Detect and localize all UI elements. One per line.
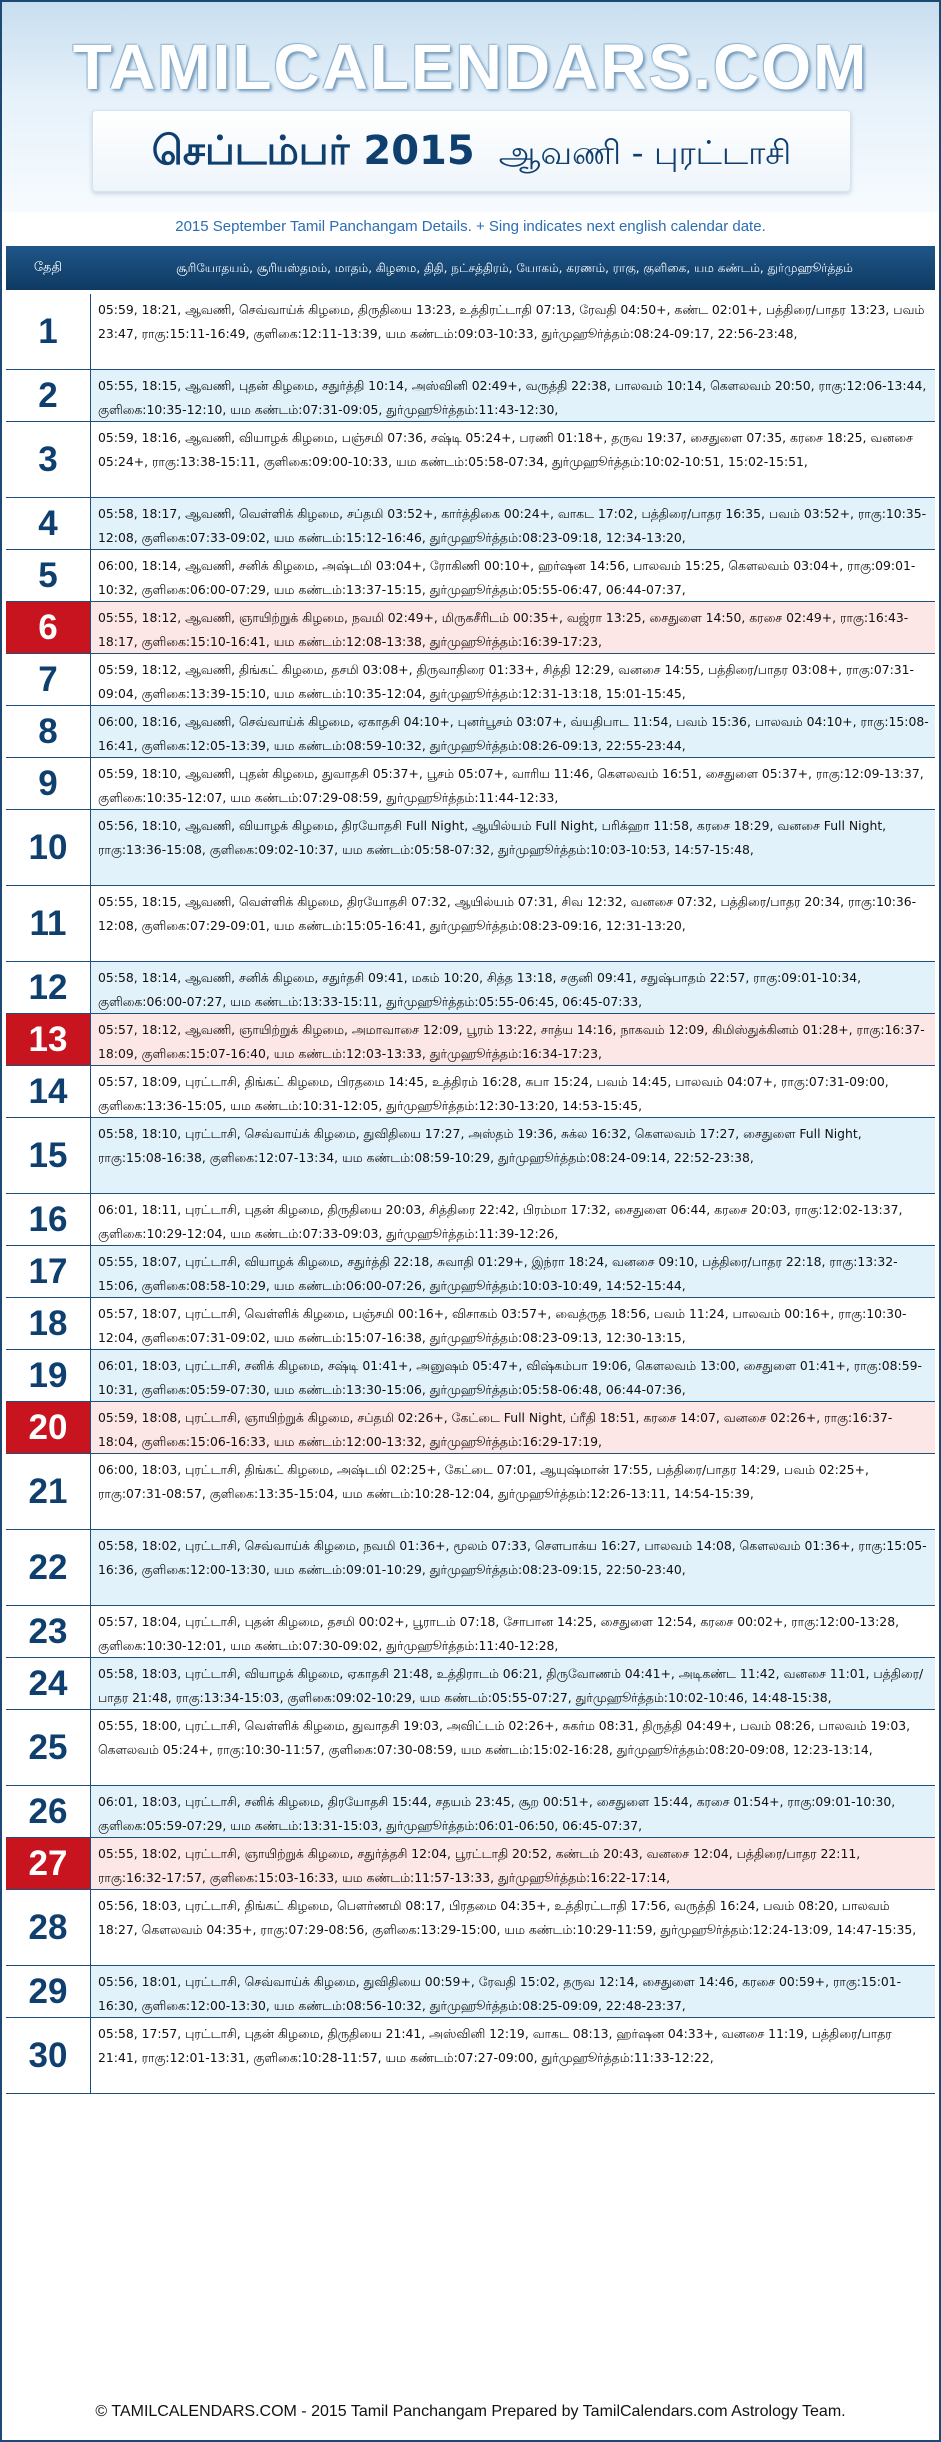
footer-copyright: © TAMILCALENDARS.COM - 2015 Tamil Panchangam Prepared by TamilCalendars.com Astrology Team. xyxy=(95,2403,846,2420)
page-caption: 2015 September Tamil Panchangam Details. + Sing indicates next english calendar date. xyxy=(175,218,766,235)
day-number: 17 xyxy=(6,1246,91,1297)
day-row xyxy=(6,1530,935,1606)
table-header xyxy=(6,246,935,290)
day-panchangam-details: 05:57, 18:07, புரட்டாசி, வெள்ளிக் கிழமை, பஞ்சமி 00:16+, விசாகம் 03:57+, வைத்ருத 18:56, பவம் 11:24, பாலவம் 00:16+, ராகு:10:30-12:04, குளிகை:07:31-09:02, யம கண்டம்:15:07-16:38, துர்முஹூர்த்தம்:08:23-09:13, 12:30-13:15, xyxy=(91,1298,935,1349)
day-panchangam-details: 05:55, 18:02, புரட்டாசி, ஞாயிற்றுக் கிழமை, சதுர்த்தசி 12:04, பூரட்டாதி 20:52, கண்டம் 20:43, வனசை 12:04, பத்திரை/பாதர 22:11, ராகு:16:32-17:57, குளிகை:15:03-16:33, யம கண்டம்:11:57-13:33, துர்முஹூர்த்தம்:16:22-17:14, xyxy=(91,1838,935,1889)
day-number: 6 xyxy=(6,602,91,653)
day-rows xyxy=(6,294,935,2094)
day-row xyxy=(6,886,935,962)
header-date: தேதி xyxy=(33,260,63,275)
day-number: 24 xyxy=(6,1658,91,1709)
day-number: 13 xyxy=(6,1014,91,1065)
day-row xyxy=(6,706,935,758)
day-row xyxy=(6,1246,935,1298)
day-panchangam-details: 05:57, 18:09, புரட்டாசி, திங்கட் கிழமை, பிரதமை 14:45, உத்திரம் 16:28, சுபா 15:24, பவம் 14:45, பாலவம் 04:07+, ராகு:07:31-09:00, குளிகை:13:36-15:05, யம கண்டம்:10:31-12:05, துர்முஹூர்த்தம்:12:30-13:20, 14:53-15:45, xyxy=(91,1066,935,1117)
day-number: 15 xyxy=(6,1118,91,1193)
day-row xyxy=(6,810,935,886)
day-panchangam-details: 06:00, 18:03, புரட்டாசி, திங்கட் கிழமை, அஷ்டமி 02:25+, கேட்டை 07:01, ஆயுஷ்மான் 17:55, பத்திரை/பாதர 14:29, பவம் 02:25+, ராகு:07:31-08:57, குளிகை:13:35-15:04, யம கண்டம்:10:28-12:04, துர்முஹூர்த்தம்:12:26-13:11, 14:54-15:39, xyxy=(91,1454,935,1529)
day-panchangam-details: 05:56, 18:10, ஆவணி, வியாழக் கிழமை, திரயோதசி Full Night, ஆயில்யம் Full Night, பரிக்ஹா 11:58, கரசை 18:29, வனசை Full Night, ராகு:13:36-15:08, குளிகை:09:02-10:37, யம கண்டம்:05:58-07:32, துர்முஹூர்த்தம்:10:03-10:53, 14:57-15:48, xyxy=(91,810,935,885)
day-number: 1 xyxy=(6,294,91,369)
day-number: 3 xyxy=(6,422,91,497)
day-panchangam-details: 05:59, 18:16, ஆவணி, வியாழக் கிழமை, பஞ்சமி 07:36, சஷ்டி 05:24+, பரணி 01:18+, தருவ 19:37, சைதுளை 07:35, கரசை 18:25, வனசை 05:24+, ராகு:13:38-15:11, குளிகை:09:00-10:33, யம கண்டம்:05:58-07:34, துர்முஹூர்த்தம்:10:02-10:51, 15:02-15:51, xyxy=(91,422,935,497)
day-row xyxy=(6,1658,935,1710)
day-row xyxy=(6,654,935,706)
day-number: 9 xyxy=(6,758,91,809)
day-panchangam-details: 05:59, 18:21, ஆவணி, செவ்வாய்க் கிழமை, திருதியை 13:23, உத்திரட்டாதி 07:13, ரேவதி 04:50+, கண்ட 02:01+, பத்திரை/பாதர 13:23, பவம் 23:47, ராகு:15:11-16:49, குளிகை:12:11-13:39, யம கண்டம்:09:03-10:33, துர்முஹூர்த்தம்:08:24-09:17, 22:56-23:48, xyxy=(91,294,935,369)
day-row xyxy=(6,422,935,498)
title-bar xyxy=(92,110,851,192)
day-panchangam-details: 05:58, 18:03, புரட்டாசி, வியாழக் கிழமை, ஏகாதசி 21:48, உத்திராடம் 06:21, திருவோணம் 04:41+, அடிகண்ட 11:42, வனசை 11:01, பத்திரை/பாதர 21:48, ராகு:13:34-15:03, குளிகை:09:02-10:29, யம கண்டம்:05:55-07:27, துர்முஹூர்த்தம்:10:02-10:46, 14:48-15:38, xyxy=(91,1658,935,1709)
day-number: 10 xyxy=(6,810,91,885)
day-row xyxy=(6,550,935,602)
day-number: 8 xyxy=(6,706,91,757)
day-row xyxy=(6,498,935,550)
day-number: 26 xyxy=(6,1786,91,1837)
day-row xyxy=(6,1014,935,1066)
day-panchangam-details: 05:56, 18:01, புரட்டாசி, செவ்வாய்க் கிழமை, துவிதியை 00:59+, ரேவதி 15:02, தருவ 12:14, சைதுளை 14:46, கரசை 00:59+, ராகு:15:01-16:30, குளிகை:12:00-13:30, யம கண்டம்:08:56-10:32, துர்முஹூர்த்தம்:08:25-09:09, 22:48-23:37, xyxy=(91,1966,935,2017)
day-number: 19 xyxy=(6,1350,91,1401)
day-panchangam-details: 05:58, 18:17, ஆவணி, வெள்ளிக் கிழமை, சப்தமி 03:52+, கார்த்திகை 00:24+, வாகட 17:02, பத்திரை/பாதர 16:35, பவம் 03:52+, ராகு:10:35-12:08, குளிகை:07:33-09:02, யம கண்டம்:15:12-16:46, துர்முஹூர்த்தம்:08:23-09:18, 12:34-13:20, xyxy=(91,498,935,549)
day-number: 23 xyxy=(6,1606,91,1657)
day-number: 22 xyxy=(6,1530,91,1605)
day-panchangam-details: 05:57, 18:04, புரட்டாசி, புதன் கிழமை, தசமி 00:02+, பூராடம் 07:18, சோபான 14:25, சைதுளை 12:54, கரசை 00:02+, ராகு:12:00-13:28, குளிகை:10:30-12:01, யம கண்டம்:07:30-09:02, துர்முஹூர்த்தம்:11:40-12:28, xyxy=(91,1606,935,1657)
day-row xyxy=(6,1606,935,1658)
day-panchangam-details: 05:55, 18:00, புரட்டாசி, வெள்ளிக் கிழமை, துவாதசி 19:03, அவிட்டம் 02:26+, சுகர்ம 08:31, திருத்தி 04:49+, பவம் 08:26, பாலவம் 19:03, கௌலவம் 05:24+, ராகு:10:30-11:57, குளிகை:07:30-08:59, யம கண்டம்:15:02-16:28, துர்முஹூர்த்தம்:08:20-09:08, 12:23-13:14, xyxy=(91,1710,935,1785)
day-panchangam-details: 05:58, 18:02, புரட்டாசி, செவ்வாய்க் கிழமை, நவமி 01:36+, மூலம் 07:33, சௌபாக்ய 16:27, பாலவம் 14:08, கௌலவம் 01:36+, ராகு:15:05-16:36, குளிகை:12:00-13:30, யம கண்டம்:09:01-10:29, துர்முஹூர்த்தம்:08:23-09:15, 22:50-23:40, xyxy=(91,1530,935,1605)
day-row xyxy=(6,2018,935,2094)
day-number: 7 xyxy=(6,654,91,705)
day-panchangam-details: 06:00, 18:16, ஆவணி, செவ்வாய்க் கிழமை, ஏகாதசி 04:10+, புனர்பூசம் 03:07+, வ்யதிபாட 11:54, பவம் 15:36, பாலவம் 04:10+, ராகு:15:08-16:41, குளிகை:12:05-13:39, யம கண்டம்:08:59-10:32, துர்முஹூர்த்தம்:08:26-09:13, 22:55-23:44, xyxy=(91,706,935,757)
day-number: 12 xyxy=(6,962,91,1013)
day-number: 20 xyxy=(6,1402,91,1453)
day-number: 30 xyxy=(6,2018,91,2093)
day-panchangam-details: 05:58, 18:10, புரட்டாசி, செவ்வாய்க் கிழமை, துவிதியை 17:27, அஸ்தம் 19:36, சுக்ல 16:32, கௌலவம் 17:27, சைதுளை Full Night, ராகு:15:08-16:38, குளிகை:12:07-13:34, யம கண்டம்:08:59-10:29, துர்முஹூர்த்தம்:08:24-09:14, 22:52-23:38, xyxy=(91,1118,935,1193)
day-row xyxy=(6,602,935,654)
day-row xyxy=(6,1402,935,1454)
day-row xyxy=(6,1194,935,1246)
day-panchangam-details: 06:01, 18:03, புரட்டாசி, சனிக் கிழமை, திரயோதசி 15:44, சதயம் 23:45, சூற 00:51+, சைதுளை 15:44, கரசை 01:54+, ராகு:09:01-10:30, குளிகை:05:59-07:29, யம கண்டம்:13:31-15:03, துர்முஹூர்த்தம்:06:01-06:50, 06:45-07:37, xyxy=(91,1786,935,1837)
day-panchangam-details: 06:01, 18:11, புரட்டாசி, புதன் கிழமை, திருதியை 20:03, சித்திரை 22:42, பிரம்மா 17:32, சைதுளை 06:44, கரசை 20:03, ராகு:12:02-13:37, குளிகை:10:29-12:04, யம கண்டம்:07:33-09:03, துர்முஹூர்த்தம்:11:39-12:26, xyxy=(91,1194,935,1245)
day-panchangam-details: 05:58, 18:14, ஆவணி, சனிக் கிழமை, சதுர்தசி 09:41, மகம் 10:20, சித்த 13:18, சகுனி 09:41, சதுஷ்பாதம் 22:57, ராகு:09:01-10:34, குளிகை:06:00-07:27, யம கண்டம்:13:33-15:11, துர்முஹூர்த்தம்:05:55-06:45, 06:45-07:33, xyxy=(91,962,935,1013)
day-number: 29 xyxy=(6,1966,91,2017)
day-panchangam-details: 05:57, 18:12, ஆவணி, ஞாயிற்றுக் கிழமை, அமாவாசை 12:09, பூரம் 13:22, சாத்ய 14:16, நாகவம் 12:09, கிமிஸ்துக்கினம் 01:28+, ராகு:16:37-18:09, குளிகை:15:07-16:40, யம கண்டம்:12:03-13:33, துர்முஹூர்த்தம்:16:34-17:23, xyxy=(91,1014,935,1065)
day-number: 27 xyxy=(6,1838,91,1889)
day-row xyxy=(6,1118,935,1194)
month-title: செப்டம்பர் 2015 xyxy=(151,128,475,174)
day-row xyxy=(6,962,935,1014)
header-columns: சூரியோதயம், சூரியஸ்தமம், மாதம், கிழமை, திதி, நட்சத்திரம், யோகம், கரணம், ராகு, குளிகை, யம கண்டம், துர்முஹூர்த்தம் xyxy=(176,261,853,275)
day-row xyxy=(6,1890,935,1966)
day-row xyxy=(6,1966,935,2018)
day-row xyxy=(6,370,935,422)
day-panchangam-details: 05:55, 18:15, ஆவணி, புதன் கிழமை, சதுர்த்தி 10:14, அஸ்வினி 02:49+, வருத்தி 22:38, பாலவம் 10:14, கௌலவம் 20:50, ராகு:12:06-13:44, குளிகை:10:35-12:10, யம கண்டம்:07:31-09:05, துர்முஹூர்த்தம்:11:43-12:30, xyxy=(91,370,935,421)
day-row xyxy=(6,758,935,810)
day-row xyxy=(6,294,935,370)
day-row xyxy=(6,1786,935,1838)
day-number: 25 xyxy=(6,1710,91,1785)
day-panchangam-details: 05:55, 18:12, ஆவணி, ஞாயிற்றுக் கிழமை, நவமி 02:49+, மிருகசீரிடம் 00:35+, வஜ்ரா 13:25, சைதுளை 14:50, கரசை 02:49+, ராகு:16:43-18:17, குளிகை:15:10-16:41, யம கண்டம்:12:08-13:38, துர்முஹூர்த்தம்:16:39-17:23, xyxy=(91,602,935,653)
site-logo-text[interactable]: TAMILCALENDARS.COM xyxy=(72,31,869,103)
tamil-months-title: ஆவணி - புரட்டாசி xyxy=(498,133,792,172)
day-panchangam-details: 05:55, 18:07, புரட்டாசி, வியாழக் கிழமை, சதுர்த்தி 22:18, சுவாதி 01:29+, இந்ரா 18:24, வனசை 09:10, பத்திரை/பாதர 22:18, ராகு:13:32-15:06, குளிகை:08:58-10:29, யம கண்டம்:06:00-07:26, துர்முஹூர்த்தம்:10:03-10:49, 14:52-15:44, xyxy=(91,1246,935,1297)
day-number: 28 xyxy=(6,1890,91,1965)
day-panchangam-details: 05:56, 18:03, புரட்டாசி, திங்கட் கிழமை, பௌர்ணமி 08:17, பிரதமை 04:35+, உத்திரட்டாதி 17:56, வருத்தி 16:24, பவம் 08:20, பாலவம் 18:27, கௌலவம் 04:35+, ராகு:07:29-08:56, குளிகை:13:29-15:00, யம கண்டம்:10:29-11:59, துர்முஹூர்த்தம்:12:24-13:09, 14:47-15:35, xyxy=(91,1890,935,1965)
day-number: 4 xyxy=(6,498,91,549)
day-number: 21 xyxy=(6,1454,91,1529)
day-row xyxy=(6,1838,935,1890)
day-panchangam-details: 05:59, 18:08, புரட்டாசி, ஞாயிற்றுக் கிழமை, சப்தமி 02:26+, கேட்டை Full Night, ப்ரீதி 18:51, கரசை 14:07, வனசை 02:26+, ராகு:16:37-18:04, குளிகை:15:06-16:33, யம கண்டம்:12:00-13:32, துர்முஹூர்த்தம்:16:29-17:19, xyxy=(91,1402,935,1453)
day-row xyxy=(6,1298,935,1350)
day-number: 16 xyxy=(6,1194,91,1245)
day-panchangam-details: 06:01, 18:03, புரட்டாசி, சனிக் கிழமை, சஷ்டி 01:41+, அனுஷம் 05:47+, விஷ்கம்பா 19:06, கௌலவம் 13:00, சைதுளை 01:41+, ராகு:08:59-10:31, குளிகை:05:59-07:30, யம கண்டம்:13:30-15:06, துர்முஹூர்த்தம்:05:58-06:48, 06:44-07:36, xyxy=(91,1350,935,1401)
day-number: 18 xyxy=(6,1298,91,1349)
banner xyxy=(2,2,939,212)
day-number: 14 xyxy=(6,1066,91,1117)
day-panchangam-details: 05:59, 18:12, ஆவணி, திங்கட் கிழமை, தசமி 03:08+, திருவாதிரை 01:33+, சித்தி 12:29, வனசை 14:55, பத்திரை/பாதர 03:08+, ராகு:07:31-09:04, குளிகை:13:39-15:10, யம கண்டம்:10:35-12:04, துர்முஹூர்த்தம்:12:31-13:18, 15:01-15:45, xyxy=(91,654,935,705)
day-number: 2 xyxy=(6,370,91,421)
day-number: 5 xyxy=(6,550,91,601)
day-row xyxy=(6,1710,935,1786)
day-row xyxy=(6,1066,935,1118)
day-panchangam-details: 06:00, 18:14, ஆவணி, சனிக் கிழமை, அஷ்டமி 03:04+, ரோகிணி 00:10+, ஹர்ஷன 14:56, பாலவம் 15:25, கௌலவம் 03:04+, ராகு:09:01-10:32, குளிகை:06:00-07:29, யம கண்டம்:13:37-15:15, துர்முஹூர்த்தம்:05:55-06:47, 06:44-07:37, xyxy=(91,550,935,601)
day-panchangam-details: 05:59, 18:10, ஆவணி, புதன் கிழமை, துவாதசி 05:37+, பூசம் 05:07+, வாரிய 11:46, கௌலவம் 16:51, சைதுளை 05:37+, ராகு:12:09-13:37, குளிகை:10:35-12:07, யம கண்டம்:07:29-08:59, துர்முஹூர்த்தம்:11:44-12:33, xyxy=(91,758,935,809)
day-number: 11 xyxy=(6,886,91,961)
day-panchangam-details: 05:58, 17:57, புரட்டாசி, புதன் கிழமை, திருதியை 21:41, அஸ்வினி 12:19, வாகட 08:13, ஹர்ஷன 04:33+, வனசை 11:19, பத்திரை/பாதர 21:41, ராகு:12:01-13:31, குளிகை:10:28-11:57, யம கண்டம்:07:27-09:00, துர்முஹூர்த்தம்:11:33-12:22, xyxy=(91,2018,935,2093)
day-row xyxy=(6,1454,935,1530)
day-row xyxy=(6,1350,935,1402)
day-panchangam-details: 05:55, 18:15, ஆவணி, வெள்ளிக் கிழமை, திரயோதசி 07:32, ஆயில்யம் 07:31, சிவ 12:32, வனசை 07:32, பத்திரை/பாதர 20:34, ராகு:10:36-12:08, குளிகை:07:29-09:01, யம கண்டம்:15:05-16:41, துர்முஹூர்த்தம்:08:23-09:16, 12:31-13:20, xyxy=(91,886,935,961)
page-title xyxy=(93,111,850,191)
